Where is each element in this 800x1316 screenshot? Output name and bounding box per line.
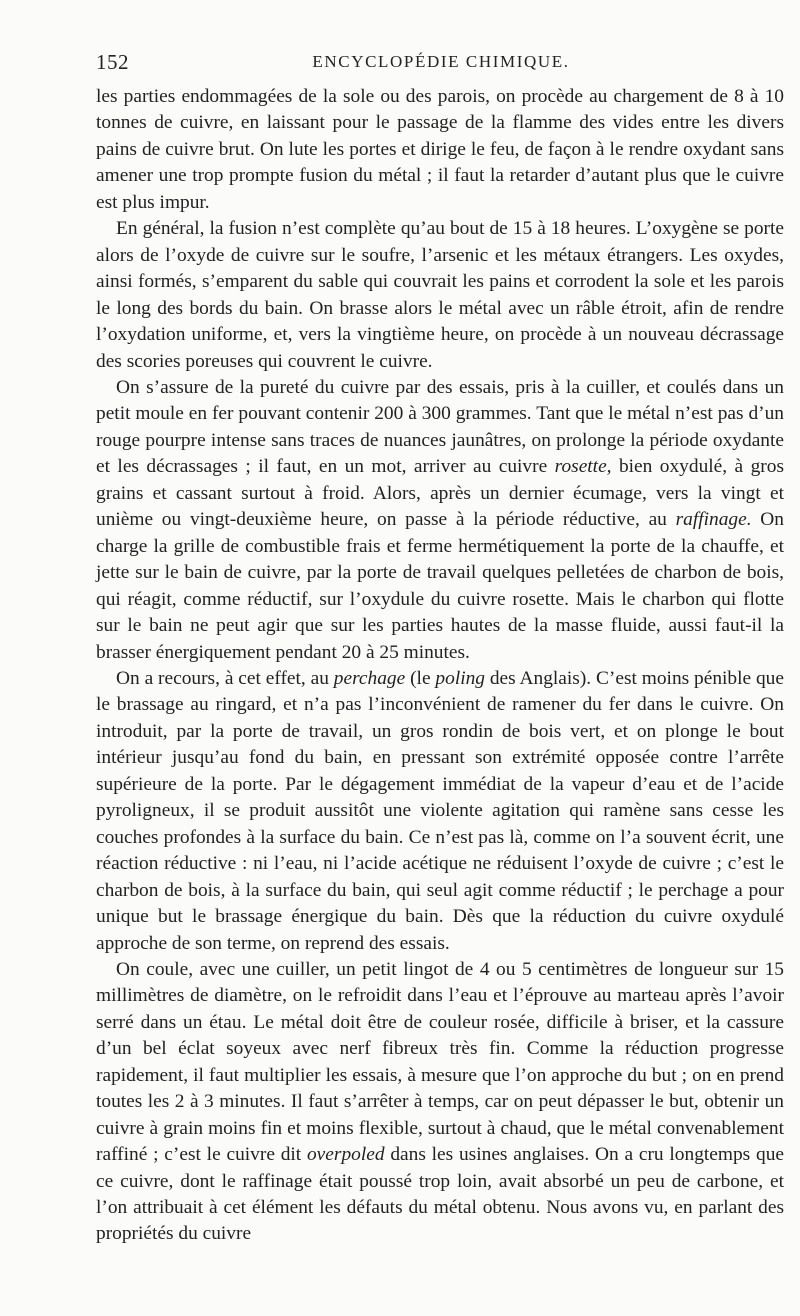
italic-term: overpoled — [306, 1144, 385, 1166]
paragraph-text: En général, la fusion n’est complète qu’au bout de 15 à 18 heures. L’oxygène se porte alors de l’oxyde de cuivre sur le soufre, l’arsenic et les métaux étrangers. Les oxydes, ainsi formés, s’emparent du sable qui couvrait les pains et corrodent la sole et les parois le long des bords du bain. On brasse alors le métal avec un râble étroit, afin de rendre l’oxydation uniforme, et, vers la vingtième heure, on procède à un nouveau décrassage des scories poreuses qui couvrent le cuivre. — [96, 218, 784, 372]
paragraph-text: On a recours, à cet effet, au — [116, 667, 334, 689]
page-number: 152 — [96, 50, 129, 74]
paragraph — [96, 957, 784, 1248]
italic-term: perchage — [333, 667, 406, 689]
paragraph-text: On s’assure de la pureté du cuivre par des essais, pris à la cuiller, et coulés dans un petit moule en fer pouvant contenir 200 à 300 grammes. Tant que le métal n’est pas d’un rouge pourpre intense sans traces de nuances jaunâtres, on prolonge la période oxydante et les décrassages ; il faut, en un mot, arriver au cuivre — [96, 376, 784, 478]
body-text — [96, 84, 784, 1248]
paragraph — [96, 666, 784, 957]
paragraph — [96, 216, 784, 375]
paragraph-text: On coule, avec une cuiller, un petit lingot de 4 ou 5 centimètres de longueur sur 15 millimètres de diamètre, on le refroidit dans l’eau et l’éprouve au marteau après l’avoir serré dans un étau. Le métal doit être de couleur rosée, difficile à briser, et la cassure d’un bel éclat soyeux avec nerf fibreux très fin. Comme la réduction progresse rapidement, il faut multiplier les essais, à mesure que l’on approche du but ; on en prend toutes les 2 à 3 minutes. Il faut s’arrêter à temps, car on peut dépasser le but, obtenir un cuivre à grain moins fin et moins flexible, surtout à chaud, que le métal convenablement raffiné ; c’est le cuivre dit — [96, 958, 784, 1166]
paragraph-text: dans les usines anglaises. On a cru longtemps que ce cuivre, dont le raffinage était poussé trop loin, avait absorbé un peu de carbone, et l’on attribuait à cet élément les défauts du métal obtenu. Nous avons vu, en parlant des propriétés du cuivre — [96, 1144, 784, 1245]
italic-term: raffinage. — [675, 509, 752, 531]
paragraph-text: les parties endommagées de la sole ou des parois, on procède au chargement de 8 à 10 tonnes de cuivre, en laissant pour le passage de la flamme des vides entre les divers pains de cuivre brut. On lute les portes et dirige le feu, de façon à le rendre oxydant sans amener une trop prompte fusion du métal ; il faut la retarder d’autant plus que le cuivre est plus impur. — [96, 86, 784, 213]
paragraph — [96, 375, 784, 666]
italic-term: rosette, — [554, 456, 612, 478]
page-header — [96, 50, 786, 80]
paragraph-text: On charge la grille de combustible frais et ferme hermétiquement la porte de la chauffe, et jette sur le bain de cuivre, par la porte de travail quelques pelletées de charbon de bois, qui réagit, comme réductif, sur l’oxydule du cuivre rosette. Mais le charbon qui flotte sur le bain ne peut agir que sur les parties hautes de la masse fluide, aussi faut-il la brasser énergiquement pendant 20 à 25 minutes. — [96, 509, 784, 663]
running-title: ENCYCLOPÉDIE CHIMIQUE. — [312, 52, 570, 71]
paragraph — [96, 84, 784, 216]
paragraph-text: (le — [405, 667, 436, 689]
italic-term: poling — [435, 667, 485, 689]
paragraph-text: bien oxydulé, à gros grains et cassant surtout à froid. Alors, après un dernier écumage, vers la vingt et unième ou vingt-deuxième heure, on passe à la période réductive, au — [96, 456, 784, 531]
paragraph-text: des Anglais). C’est moins pénible que le brassage au ringard, et n’a pas l’inconvénient de ramener du fer dans le cuivre. On introduit, par la porte de travail, un gros rondin de bois vert, et on plonge le bout intérieur jusqu’au fond du bain, en pressant son extrémité opposée contre l’arrête supérieure de la porte. Par le dégagement immédiat de la vapeur d’eau et de l’acide pyroligneux, il se produit aussitôt une violente agitation qui ramène sans cesse les couches profondes à la surface du bain. Ce n’est pas là, comme on l’a souvent écrit, une réaction réductive : ni l’eau, ni l’acide acétique ne réduisent l’oxyde de cuivre ; c’est le charbon de bois, à la surface du bain, qui seul agit comme réductif ; le perchage a pour unique but le brassage énergique du bain. Dès que la réduction du cuivre oxydulé approche de son terme, on reprend des essais. — [96, 667, 784, 954]
